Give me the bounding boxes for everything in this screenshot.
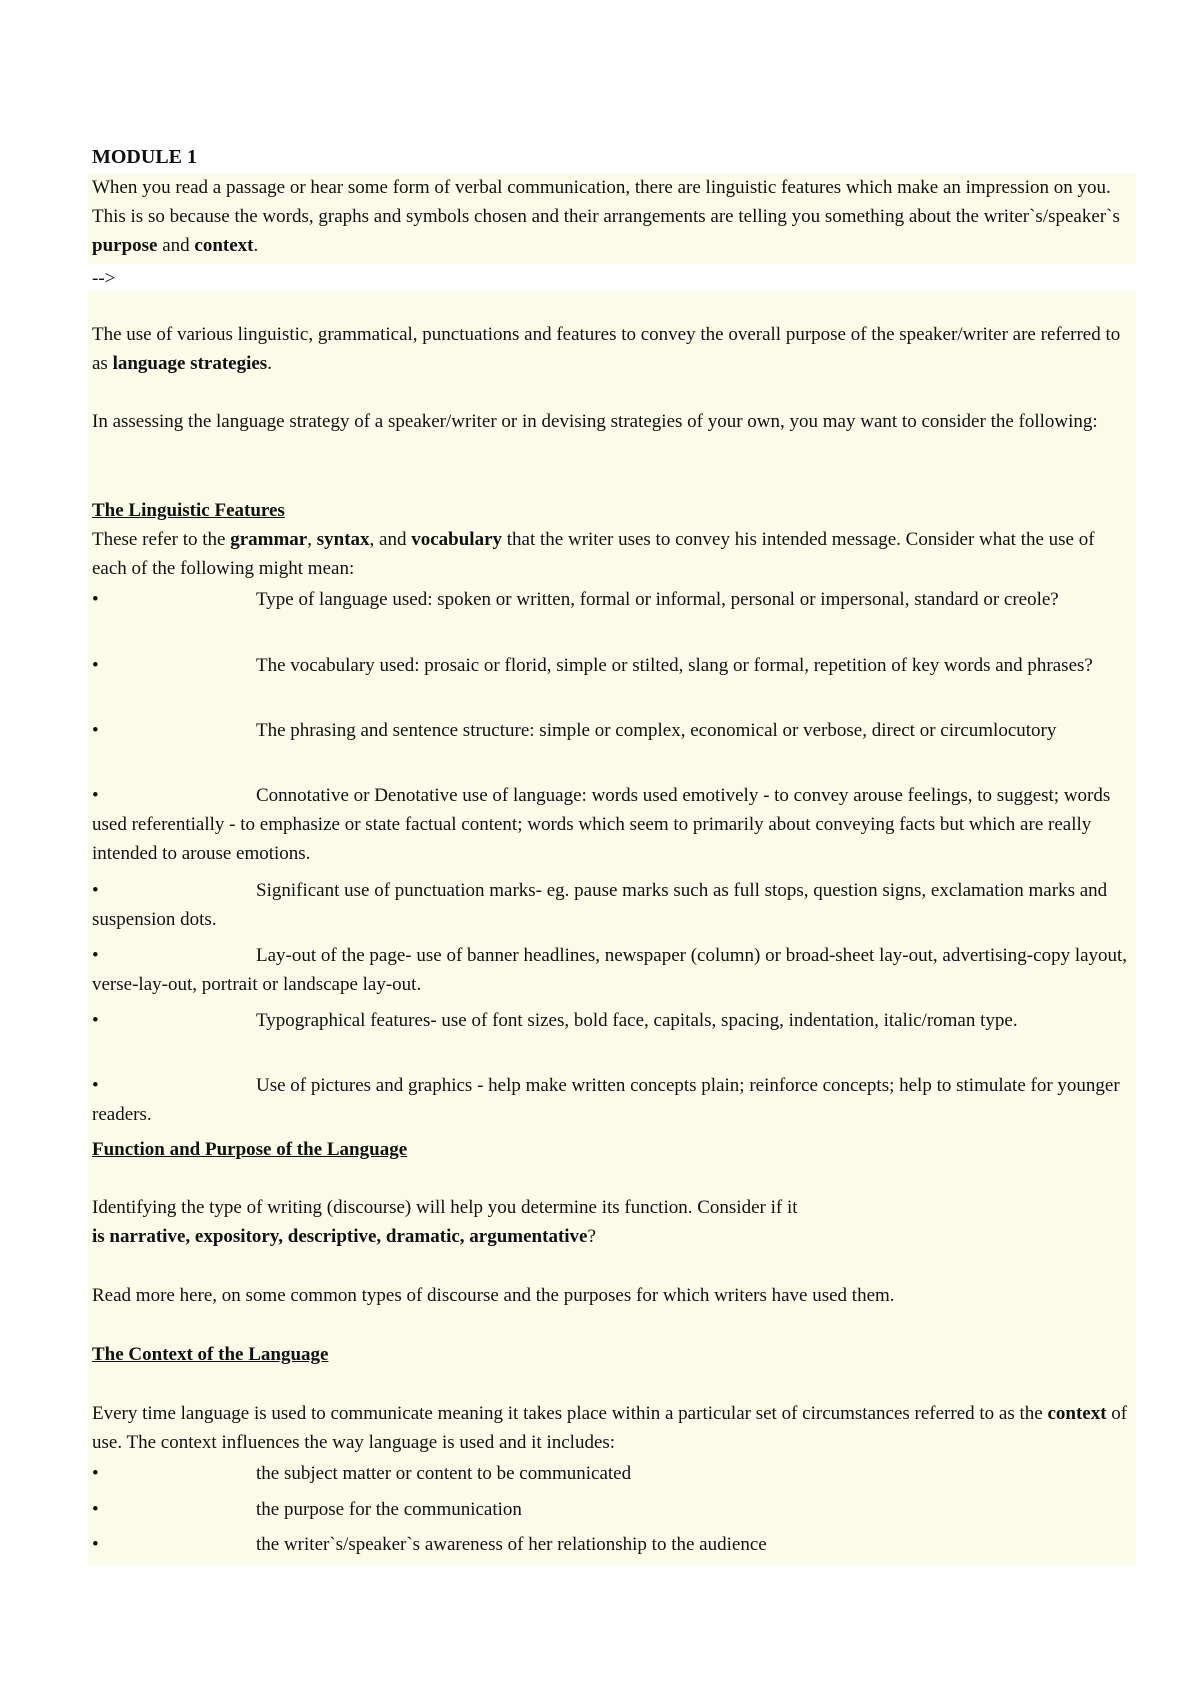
intro-text: When you read a passage or hear some form of verbal communication, there are linguistic features which make an impression on you. This is so because the words, graphs and symbols chosen and their arrangements are telling you something about the writer`s/speaker`s [92, 177, 1120, 227]
function-purpose-heading: Function and Purpose of the Language [92, 1139, 408, 1160]
function-text: Identifying the type of writing (discourse) will help you determine its function. Consider if it [92, 1197, 798, 1218]
list-item [92, 941, 1132, 999]
list-item-text: Type of language used: spoken or written, formal or informal, personal or impersonal, standard or creole? [256, 589, 1059, 610]
list-item-text: The vocabulary used: prosaic or florid, simple or stilted, slang or formal, repetition of key words and phrases? [256, 655, 1093, 676]
function-paragraph [92, 1193, 1132, 1251]
bullet-icon: • [92, 589, 99, 610]
context-paragraph [92, 1399, 1132, 1457]
ling-intro-bold-syntax: syntax [316, 529, 370, 550]
list-item [92, 781, 1132, 868]
bullet-icon: • [92, 1075, 99, 1096]
bullet-icon: • [92, 1534, 99, 1555]
strategies-text: The use of various linguistic, grammatical, punctuations and features to convey the overall purpose of the speaker/writer are referred to as [92, 324, 1121, 374]
linguistic-features-heading: The Linguistic Features [92, 500, 285, 521]
list-item-text: Connotative or Denotative use of language: words used emotively - to convey arouse feelings, to suggest; words used referentially - to emphasize or state factual content; words which seem to primarily about conveying facts but which are really intended to arouse emotions. [92, 785, 1111, 864]
strategies-paragraph [92, 320, 1132, 378]
arrow-marker: --> [92, 268, 116, 289]
ling-intro-text-4: that the writer uses to convey his intended message. Consider what the use of each of the following might mean: [92, 529, 1095, 579]
bullet-icon: • [92, 945, 99, 966]
bullet-icon: • [92, 785, 99, 806]
list-item-text: The phrasing and sentence structure: simple or complex, economical or verbose, direct or circumlocutory [256, 720, 1057, 741]
context-bold: context [1047, 1403, 1107, 1424]
module-title: MODULE 1 [92, 146, 197, 168]
bullet-icon: • [92, 655, 99, 676]
bullet-icon: • [92, 1463, 99, 1484]
list-item [92, 651, 1132, 680]
list-item-text: Significant use of punctuation marks- eg. pause marks such as full stops, question signs, exclamation marks and suspension dots. [92, 880, 1108, 930]
strategies-end: . [267, 353, 272, 374]
read-more-paragraph: Read more here, on some common types of discourse and the purposes for which writers have used them. [92, 1285, 895, 1306]
list-item [92, 585, 1132, 614]
ling-intro-text-3: , and [369, 529, 412, 550]
list-item [92, 1459, 1132, 1488]
bullet-icon: • [92, 1499, 99, 1520]
linguistic-intro-paragraph [92, 525, 1132, 583]
ling-intro-text-2: , [307, 529, 317, 550]
context-text-1: Every time language is used to communicate meaning it takes place within a particular set of circumstances referred to as the [92, 1403, 1048, 1424]
list-item-text: the subject matter or content to be communicated [256, 1463, 632, 1484]
list-item-text: the writer`s/speaker`s awareness of her relationship to the audience [256, 1534, 767, 1555]
intro-end: . [253, 235, 259, 256]
list-item [92, 1495, 1132, 1524]
list-item-text: Use of pictures and graphics - help make written concepts plain; reinforce concepts; help to stimulate for younger readers. [92, 1075, 1120, 1125]
list-item-text: the purpose for the communication [256, 1499, 522, 1520]
intro-bold-purpose: purpose [92, 235, 158, 256]
list-item [92, 1071, 1132, 1129]
function-end: ? [587, 1226, 596, 1247]
bullet-icon: • [92, 880, 99, 901]
assessing-paragraph: In assessing the language strategy of a speaker/writer or in devising strategies of your own, you may want to consider the following: [92, 411, 1098, 432]
context-text-2: of use. The context influences the way language is used and it includes: [92, 1403, 1128, 1453]
list-item [92, 1530, 1132, 1559]
list-item-text: Typographical features- use of font sizes, bold face, capitals, spacing, indentation, italic/roman type. [256, 1010, 1018, 1031]
list-item [92, 1006, 1132, 1035]
context-heading: The Context of the Language [92, 1344, 329, 1365]
ling-intro-text-1: These refer to the [92, 529, 231, 550]
strategies-bold: language strategies [112, 353, 268, 374]
intro-and: and [157, 235, 195, 256]
ling-intro-bold-grammar: grammar [230, 529, 308, 550]
intro-paragraph [92, 173, 1132, 260]
bullet-icon: • [92, 720, 99, 741]
intro-bold-context: context [194, 235, 254, 256]
function-bold-types: is narrative, expository, descriptive, dramatic, argumentative [92, 1226, 588, 1247]
bullet-icon: • [92, 1010, 99, 1031]
list-item [92, 716, 1132, 745]
list-item-text: Lay-out of the page- use of banner headlines, newspaper (column) or broad-sheet lay-out, advertising-copy layout, verse-lay-out, portrait or landscape lay-out. [92, 945, 1128, 995]
list-item [92, 876, 1132, 934]
ling-intro-bold-vocabulary: vocabulary [411, 529, 503, 550]
